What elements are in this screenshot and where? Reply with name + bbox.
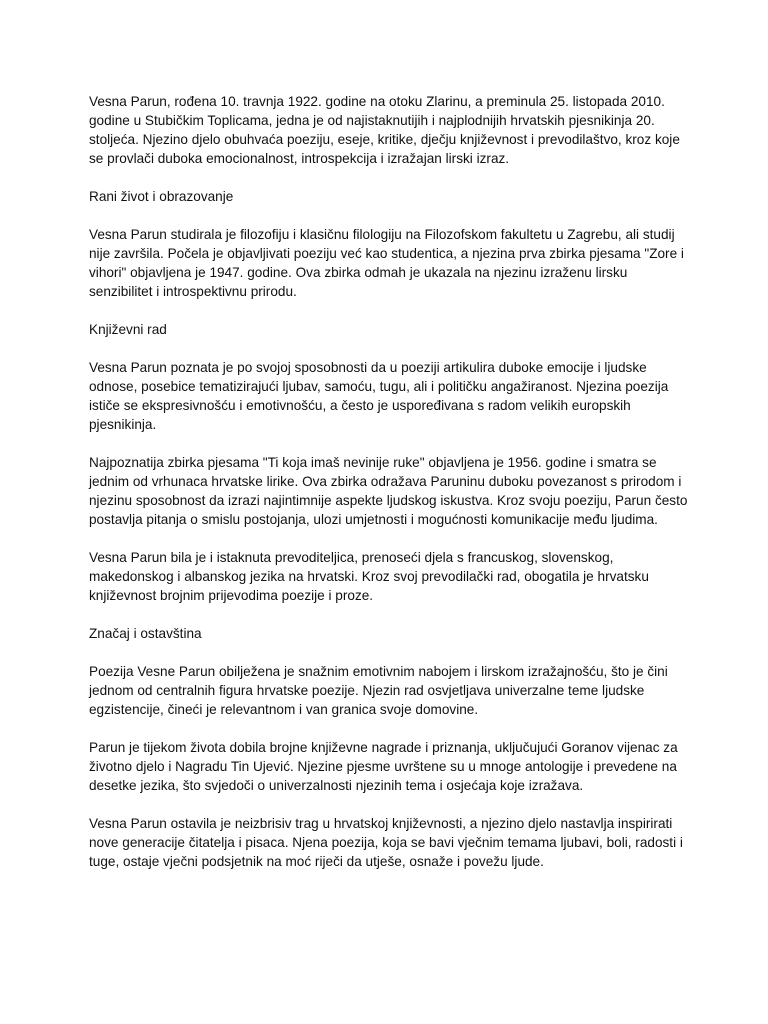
paragraph-famous-collection: Najpoznatija zbirka pjesama "Ti koja imaš nevinije ruke" objavljena je 1956. godine i smatra se jednim od vrhunaca hrvatske lirike. Ova zbirka odražava Paruninu duboku povezanost s prirodom i njezinu sposobnost da izrazi najintimnije aspekte ljudskog iskustva. Kroz svoju poeziju, Parun često postavlja pitanja o smislu postojanja, ulozi umjetnosti i mogućnosti komunikacije među ljudima. [89,455,688,527]
paragraph-legacy: Vesna Parun ostavila je neizbrisiv trag u hrvatskoj književnosti, a njezino djelo nastavlja inspirirati nove generacije čitatelja i pisaca. Njena poezija, koja se bavi vječnim temama ljubavi, boli, radosti i tuge, ostaje vječni podsjetnik na moć riječi da utješe, osnaže i povežu ljude. [89,816,683,869]
paragraph-translation: Vesna Parun bila je i istaknuta prevoditeljica, prenoseći djela s francuskog, slovenskog, makedonskog i albanskog jezika na hrvatski. Kroz svoj prevodilački rad, obogatila je hrvatsku književnost brojnim prijevodima poezije i proze. [89,550,649,603]
paragraph-awards: Parun je tijekom života dobila brojne književne nagrade i priznanja, uključujući Goranov vijenac za životno djelo i Nagradu Tin Ujević. Njezine pjesme uvrštene su u mnoge antologije i prevedene na desetke jezika, što svjedoči o univerzalnosti njezinih tema i osjećaja koje izražava. [89,740,678,793]
document-body [89,92,689,890]
intro-paragraph: Vesna Parun, rođena 10. travnja 1922. godine na otoku Zlarinu, a preminula 25. listopada 2010. godine u Stubičkim Toplicama, jedna je od najistaknutijih i najplodnijih hrvatskih pjesnikinja 20. stoljeća. Njezino djelo obuhvaća poeziju, eseje, kritike, dječju književnost i prevodilaštvo, kroz koje se provlači duboka emocionalnost, introspekcija i izražajan lirski izraz. [89,94,680,166]
section-heading-legacy: Značaj i ostavština [89,626,202,641]
paragraph-education: Vesna Parun studirala je filozofiju i klasičnu filologiju na Filozofskom fakultetu u Zagrebu, ali studij nije završila. Počela je objavljivati poeziju već kao studentica, a njezina prva zbirka pjesama "Zore i vihori" objavljena je 1947. godine. Ova zbirka odmah je ukazala na njezinu izraženu lirsku senzibilitet i introspektivnu prirodu. [89,227,684,299]
paragraph-literary-abilities: Vesna Parun poznata je po svojoj sposobnosti da u poeziji artikulira duboke emocije i ljudske odnose, posebice tematizirajući ljubav, samoću, tugu, ali i političku angažiranost. Njezina poezija ističe se ekspresivnošću i emotivnošću, a često je uspoređivana s radom velikih europskih pjesnikinja. [89,360,669,432]
paragraph-poetry-significance: Poezija Vesne Parun obilježena je snažnim emotivnim nabojem i lirskom izražajnošću, što je čini jednom od centralnih figura hrvatske poezije. Njezin rad osvjetljava univerzalne teme ljudske egzistencije, čineći je relevantnom i van granica svoje domovine. [89,664,668,717]
section-heading-early-life: Rani život i obrazovanje [89,189,234,204]
section-heading-literary-work: Književni rad [89,322,167,337]
